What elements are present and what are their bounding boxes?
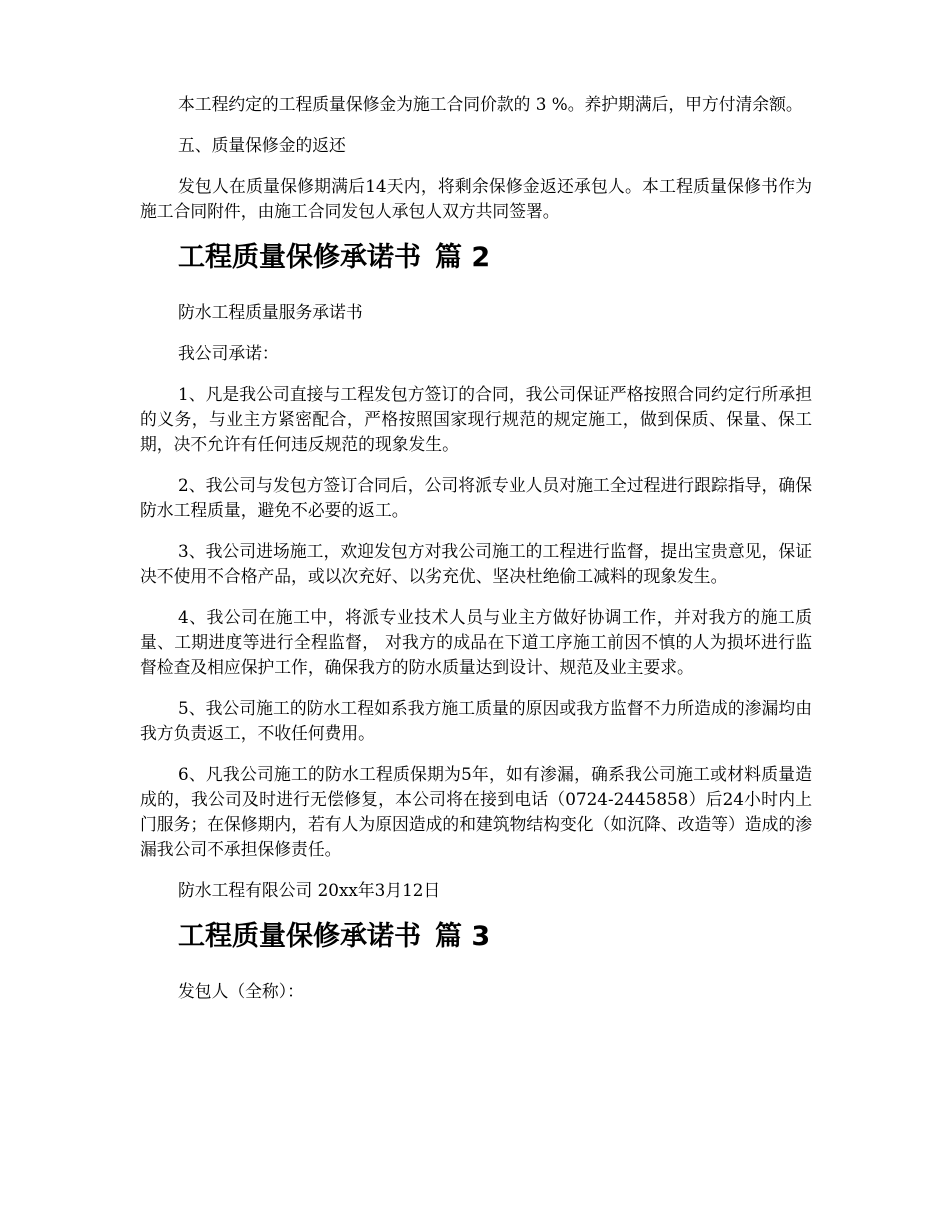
heading-title: 工程质量保修承诺书 <box>178 242 421 273</box>
heading-part-3 <box>178 919 812 955</box>
promise-item-1: 1、凡是我公司直接与工程发包方签订的合同，我公司保证严格按照合同约定行所承担的义务，与业主方紧密配合，严格按照国家现行规范的规定施工，做到保质、保量、保工期，决不允许有任何违反规范的现象发生。 <box>140 384 812 454</box>
paragraph-promise-intro: 我公司承诺： <box>178 343 279 363</box>
paragraph-subtitle: 防水工程质量服务承诺书 <box>178 302 363 322</box>
heading-part-2 <box>178 240 812 276</box>
heading-part-label: 篇 2 <box>435 242 491 273</box>
paragraph-deposit-return: 发包人在质量保修期满后14天内，将剩余保修金返还承包人。本工程质量保修书作为施工合同附件，由施工合同发包人承包人双方共同签署。 <box>140 176 812 221</box>
paragraph-warranty-deposit: 本工程约定的工程质量保修金为施工合同价款的 3 %。养护期满后，甲方付清余额。 <box>178 94 803 114</box>
heading-title: 工程质量保修承诺书 <box>178 921 421 952</box>
signature-line: 防水工程有限公司 20xx年3月12日 <box>178 880 441 900</box>
paragraph-employer-name: 发包人（全称）： <box>178 981 304 1001</box>
document-page <box>140 92 812 1020</box>
promise-item-3: 3、我公司进场施工，欢迎发包方对我公司施工的工程进行监督，提出宝贵意见，保证决不使用不合格产品，或以次充好、以劣充优、坚决杜绝偷工减料的现象发生。 <box>140 541 812 586</box>
promise-item-5: 5、我公司施工的防水工程如系我方施工质量的原因或我方监督不力所造成的渗漏均由我方负责返工，不收任何费用。 <box>140 698 812 743</box>
section-title-deposit-return: 五、质量保修金的返还 <box>178 135 346 155</box>
promise-item-4: 4、我公司在施工中，将派专业技术人员与业主方做好协调工作，并对我方的施工质量、工期进度等进行全程监督， 对我方的成品在下道工序施工前因不慎的人为损坏进行监督检查及相应保护工作，确保我方的防水质量达到设计、规范及业主要求。 <box>140 607 812 677</box>
promise-item-6: 6、凡我公司施工的防水工程质保期为5年，如有渗漏，确系我公司施工或材料质量造成的，我公司及时进行无偿修复，本公司将在接到电话（0724-2445858）后24小时内上门服务；在保修期内，若有人为原因造成的和建筑物结构变化（如沉降、改造等）造成的渗漏我公司不承担保修责任。 <box>140 764 812 859</box>
heading-part-label: 篇 3 <box>435 921 491 952</box>
promise-item-2: 2、我公司与发包方签订合同后，公司将派专业人员对施工全过程进行跟踪指导，确保防水工程质量，避免不必要的返工。 <box>140 475 812 520</box>
